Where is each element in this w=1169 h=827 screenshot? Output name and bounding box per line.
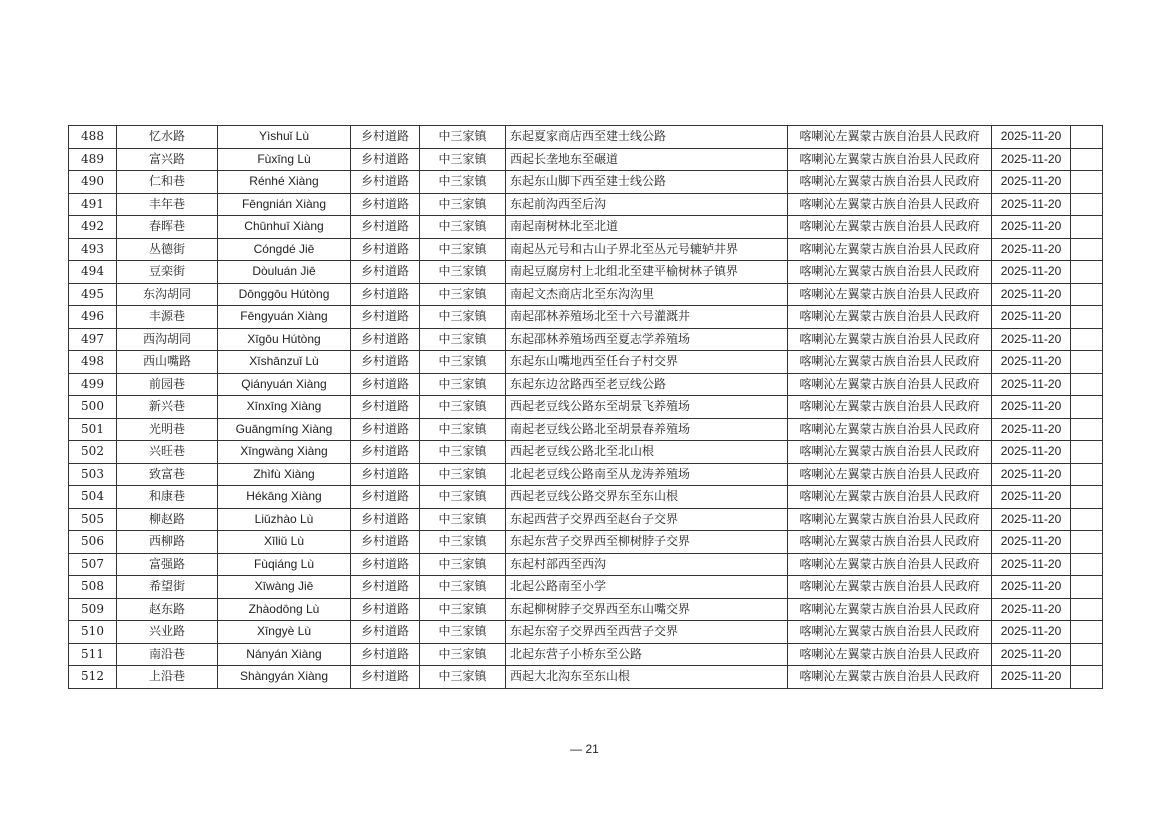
road-pinyin: Qiányuán Xiàng	[218, 373, 351, 396]
road-name: 上沿巷	[117, 666, 218, 689]
table-row	[69, 238, 1103, 261]
road-pinyin: Shàngyán Xiàng	[218, 666, 351, 689]
approving-authority: 喀喇沁左翼蒙古族自治县人民政府	[788, 598, 992, 621]
approval-date: 2025-11-20	[992, 621, 1071, 644]
approval-date: 2025-11-20	[992, 193, 1071, 216]
approval-date: 2025-11-20	[992, 441, 1071, 464]
approval-date: 2025-11-20	[992, 306, 1071, 329]
row-number: 490	[69, 171, 117, 194]
remarks-cell	[1071, 171, 1103, 194]
approval-date: 2025-11-20	[992, 396, 1071, 419]
road-pinyin: Fēngyuán Xiàng	[218, 306, 351, 329]
approving-authority: 喀喇沁左翼蒙古族自治县人民政府	[788, 486, 992, 509]
approval-date: 2025-11-20	[992, 508, 1071, 531]
row-number: 505	[69, 508, 117, 531]
approval-date: 2025-11-20	[992, 148, 1071, 171]
row-number: 508	[69, 576, 117, 599]
row-number: 511	[69, 643, 117, 666]
town-name: 中三家镇	[420, 351, 506, 374]
road-name: 富强路	[117, 553, 218, 576]
road-type: 乡村道路	[351, 666, 420, 689]
row-number: 504	[69, 486, 117, 509]
road-pinyin: Cóngdé Jiē	[218, 238, 351, 261]
road-pinyin: Xīshānzuǐ Lù	[218, 351, 351, 374]
road-name: 南沿巷	[117, 643, 218, 666]
road-type: 乡村道路	[351, 621, 420, 644]
remarks-cell	[1071, 148, 1103, 171]
approval-date: 2025-11-20	[992, 238, 1071, 261]
remarks-cell	[1071, 283, 1103, 306]
remarks-cell	[1071, 643, 1103, 666]
approval-date: 2025-11-20	[992, 126, 1071, 149]
approval-date: 2025-11-20	[992, 261, 1071, 284]
road-name: 和康巷	[117, 486, 218, 509]
approving-authority: 喀喇沁左翼蒙古族自治县人民政府	[788, 531, 992, 554]
row-number: 494	[69, 261, 117, 284]
town-name: 中三家镇	[420, 418, 506, 441]
approving-authority: 喀喇沁左翼蒙古族自治县人民政府	[788, 171, 992, 194]
road-name: 西柳路	[117, 531, 218, 554]
row-number: 512	[69, 666, 117, 689]
road-type: 乡村道路	[351, 351, 420, 374]
table-row	[69, 598, 1103, 621]
road-name: 东沟胡同	[117, 283, 218, 306]
row-number: 510	[69, 621, 117, 644]
road-pinyin: Hékāng Xiàng	[218, 486, 351, 509]
approval-date: 2025-11-20	[992, 171, 1071, 194]
road-name: 柳赵路	[117, 508, 218, 531]
road-pinyin: Xīnxīng Xiàng	[218, 396, 351, 419]
table-row	[69, 351, 1103, 374]
approval-date: 2025-11-20	[992, 643, 1071, 666]
town-name: 中三家镇	[420, 328, 506, 351]
table-row	[69, 216, 1103, 239]
road-name: 兴业路	[117, 621, 218, 644]
road-type: 乡村道路	[351, 283, 420, 306]
road-type: 乡村道路	[351, 261, 420, 284]
road-names-table	[68, 125, 1103, 689]
road-type: 乡村道路	[351, 463, 420, 486]
approving-authority: 喀喇沁左翼蒙古族自治县人民政府	[788, 283, 992, 306]
table-row	[69, 193, 1103, 216]
row-number: 496	[69, 306, 117, 329]
table-row	[69, 261, 1103, 284]
row-number: 495	[69, 283, 117, 306]
road-pinyin: Dōnggōu Hútòng	[218, 283, 351, 306]
road-name: 新兴巷	[117, 396, 218, 419]
town-name: 中三家镇	[420, 193, 506, 216]
approval-date: 2025-11-20	[992, 666, 1071, 689]
remarks-cell	[1071, 238, 1103, 261]
town-name: 中三家镇	[420, 508, 506, 531]
row-number: 489	[69, 148, 117, 171]
town-name: 中三家镇	[420, 666, 506, 689]
remarks-cell	[1071, 553, 1103, 576]
table-row	[69, 306, 1103, 329]
remarks-cell	[1071, 126, 1103, 149]
road-extent: 西起老豆线公路北至北山根	[506, 441, 788, 464]
road-extent: 东起村部西至西沟	[506, 553, 788, 576]
road-type: 乡村道路	[351, 643, 420, 666]
road-name: 光明巷	[117, 418, 218, 441]
road-type: 乡村道路	[351, 238, 420, 261]
approving-authority: 喀喇沁左翼蒙古族自治县人民政府	[788, 463, 992, 486]
town-name: 中三家镇	[420, 373, 506, 396]
road-extent: 东起柳树脖子交界西至东山嘴交界	[506, 598, 788, 621]
remarks-cell	[1071, 576, 1103, 599]
approving-authority: 喀喇沁左翼蒙古族自治县人民政府	[788, 576, 992, 599]
remarks-cell	[1071, 531, 1103, 554]
road-name: 前园巷	[117, 373, 218, 396]
remarks-cell	[1071, 261, 1103, 284]
remarks-cell	[1071, 621, 1103, 644]
remarks-cell	[1071, 441, 1103, 464]
road-extent: 南起南树林北至北道	[506, 216, 788, 239]
town-name: 中三家镇	[420, 576, 506, 599]
approving-authority: 喀喇沁左翼蒙古族自治县人民政府	[788, 193, 992, 216]
town-name: 中三家镇	[420, 148, 506, 171]
remarks-cell	[1071, 193, 1103, 216]
remarks-cell	[1071, 216, 1103, 239]
town-name: 中三家镇	[420, 126, 506, 149]
approving-authority: 喀喇沁左翼蒙古族自治县人民政府	[788, 238, 992, 261]
table-row	[69, 171, 1103, 194]
road-type: 乡村道路	[351, 126, 420, 149]
approval-date: 2025-11-20	[992, 351, 1071, 374]
road-pinyin: Fùqiáng Lù	[218, 553, 351, 576]
road-extent: 东起东营子交界西至柳树脖子交界	[506, 531, 788, 554]
road-extent: 南起丛元号和古山子界北至丛元号辘轳井界	[506, 238, 788, 261]
road-extent: 东起东山脚下西至建士线公路	[506, 171, 788, 194]
town-name: 中三家镇	[420, 531, 506, 554]
row-number: 509	[69, 598, 117, 621]
road-extent: 东起东山嘴地西至任台子村交界	[506, 351, 788, 374]
row-number: 500	[69, 396, 117, 419]
approval-date: 2025-11-20	[992, 553, 1071, 576]
table-row	[69, 508, 1103, 531]
approval-date: 2025-11-20	[992, 598, 1071, 621]
row-number: 491	[69, 193, 117, 216]
town-name: 中三家镇	[420, 283, 506, 306]
road-type: 乡村道路	[351, 148, 420, 171]
table-row	[69, 576, 1103, 599]
road-extent: 东起东边岔路西至老豆线公路	[506, 373, 788, 396]
remarks-cell	[1071, 598, 1103, 621]
road-extent: 北起公路南至小学	[506, 576, 788, 599]
approving-authority: 喀喇沁左翼蒙古族自治县人民政府	[788, 441, 992, 464]
table-row	[69, 396, 1103, 419]
town-name: 中三家镇	[420, 463, 506, 486]
road-name: 仁和巷	[117, 171, 218, 194]
road-name: 丰年巷	[117, 193, 218, 216]
road-type: 乡村道路	[351, 193, 420, 216]
road-extent: 东起邵林养殖场西至夏志学养殖场	[506, 328, 788, 351]
road-type: 乡村道路	[351, 508, 420, 531]
road-extent: 西起老豆线公路东至胡景飞养殖场	[506, 396, 788, 419]
road-name: 丰源巷	[117, 306, 218, 329]
road-type: 乡村道路	[351, 171, 420, 194]
approval-date: 2025-11-20	[992, 463, 1071, 486]
remarks-cell	[1071, 396, 1103, 419]
approving-authority: 喀喇沁左翼蒙古族自治县人民政府	[788, 126, 992, 149]
approving-authority: 喀喇沁左翼蒙古族自治县人民政府	[788, 418, 992, 441]
approval-date: 2025-11-20	[992, 531, 1071, 554]
row-number: 492	[69, 216, 117, 239]
road-extent: 南起邵林养殖场北至十六号灌溉井	[506, 306, 788, 329]
road-pinyin: Nányán Xiàng	[218, 643, 351, 666]
road-name: 赵东路	[117, 598, 218, 621]
approving-authority: 喀喇沁左翼蒙古族自治县人民政府	[788, 373, 992, 396]
road-pinyin: Dòuluán Jiē	[218, 261, 351, 284]
road-pinyin: Chūnhuī Xiàng	[218, 216, 351, 239]
remarks-cell	[1071, 486, 1103, 509]
road-type: 乡村道路	[351, 306, 420, 329]
road-pinyin: Yìshuǐ Lù	[218, 126, 351, 149]
table-row	[69, 666, 1103, 689]
row-number: 497	[69, 328, 117, 351]
road-pinyin: Rénhé Xiàng	[218, 171, 351, 194]
road-extent: 南起老豆线公路北至胡景春养殖场	[506, 418, 788, 441]
approval-date: 2025-11-20	[992, 373, 1071, 396]
town-name: 中三家镇	[420, 171, 506, 194]
town-name: 中三家镇	[420, 598, 506, 621]
road-type: 乡村道路	[351, 441, 420, 464]
table-row	[69, 126, 1103, 149]
approving-authority: 喀喇沁左翼蒙古族自治县人民政府	[788, 148, 992, 171]
road-name: 丛德街	[117, 238, 218, 261]
road-type: 乡村道路	[351, 418, 420, 441]
approving-authority: 喀喇沁左翼蒙古族自治县人民政府	[788, 351, 992, 374]
approval-date: 2025-11-20	[992, 283, 1071, 306]
town-name: 中三家镇	[420, 486, 506, 509]
approving-authority: 喀喇沁左翼蒙古族自治县人民政府	[788, 261, 992, 284]
road-pinyin: Xīgōu Hútòng	[218, 328, 351, 351]
road-extent: 西起老豆线公路交界东至东山根	[506, 486, 788, 509]
road-extent: 东起前沟西至后沟	[506, 193, 788, 216]
approving-authority: 喀喇沁左翼蒙古族自治县人民政府	[788, 328, 992, 351]
table-row	[69, 373, 1103, 396]
table-body	[69, 126, 1103, 689]
road-pinyin: Fēngnián Xiàng	[218, 193, 351, 216]
road-name: 西山嘴路	[117, 351, 218, 374]
approving-authority: 喀喇沁左翼蒙古族自治县人民政府	[788, 553, 992, 576]
road-name: 希望街	[117, 576, 218, 599]
road-pinyin: Zhìfù Xiàng	[218, 463, 351, 486]
road-extent: 北起老豆线公路南至从龙涛养殖场	[506, 463, 788, 486]
table-row	[69, 531, 1103, 554]
row-number: 488	[69, 126, 117, 149]
approving-authority: 喀喇沁左翼蒙古族自治县人民政府	[788, 306, 992, 329]
road-type: 乡村道路	[351, 531, 420, 554]
approving-authority: 喀喇沁左翼蒙古族自治县人民政府	[788, 621, 992, 644]
road-type: 乡村道路	[351, 576, 420, 599]
table-row	[69, 486, 1103, 509]
town-name: 中三家镇	[420, 261, 506, 284]
table-row	[69, 328, 1103, 351]
table-row	[69, 283, 1103, 306]
road-name: 致富巷	[117, 463, 218, 486]
remarks-cell	[1071, 351, 1103, 374]
road-extent: 南起文杰商店北至东沟沟里	[506, 283, 788, 306]
road-name: 忆水路	[117, 126, 218, 149]
road-extent: 西起大北沟东至东山根	[506, 666, 788, 689]
row-number: 506	[69, 531, 117, 554]
table-row	[69, 441, 1103, 464]
approving-authority: 喀喇沁左翼蒙古族自治县人民政府	[788, 666, 992, 689]
remarks-cell	[1071, 463, 1103, 486]
road-pinyin: Xīngyè Lù	[218, 621, 351, 644]
table-row	[69, 463, 1103, 486]
table-row	[69, 418, 1103, 441]
road-pinyin: Xīngwàng Xiàng	[218, 441, 351, 464]
approving-authority: 喀喇沁左翼蒙古族自治县人民政府	[788, 508, 992, 531]
remarks-cell	[1071, 306, 1103, 329]
approval-date: 2025-11-20	[992, 418, 1071, 441]
road-extent: 东起东窑子交界西至西营子交界	[506, 621, 788, 644]
remarks-cell	[1071, 373, 1103, 396]
town-name: 中三家镇	[420, 306, 506, 329]
row-number: 493	[69, 238, 117, 261]
remarks-cell	[1071, 328, 1103, 351]
town-name: 中三家镇	[420, 216, 506, 239]
road-name: 兴旺巷	[117, 441, 218, 464]
approval-date: 2025-11-20	[992, 216, 1071, 239]
road-type: 乡村道路	[351, 598, 420, 621]
road-pinyin: Xīwàng Jiē	[218, 576, 351, 599]
approving-authority: 喀喇沁左翼蒙古族自治县人民政府	[788, 396, 992, 419]
approval-date: 2025-11-20	[992, 576, 1071, 599]
road-name: 春晖巷	[117, 216, 218, 239]
road-pinyin: Liǔzhào Lù	[218, 508, 351, 531]
town-name: 中三家镇	[420, 621, 506, 644]
road-type: 乡村道路	[351, 553, 420, 576]
page-number: — 21	[570, 742, 599, 756]
approving-authority: 喀喇沁左翼蒙古族自治县人民政府	[788, 643, 992, 666]
road-pinyin: Xīliǔ Lù	[218, 531, 351, 554]
town-name: 中三家镇	[420, 396, 506, 419]
road-type: 乡村道路	[351, 328, 420, 351]
approval-date: 2025-11-20	[992, 486, 1071, 509]
road-type: 乡村道路	[351, 486, 420, 509]
row-number: 507	[69, 553, 117, 576]
table-row	[69, 553, 1103, 576]
row-number: 499	[69, 373, 117, 396]
approval-date: 2025-11-20	[992, 328, 1071, 351]
road-extent: 南起豆腐房村上北组北至建平榆树林子镇界	[506, 261, 788, 284]
road-name: 富兴路	[117, 148, 218, 171]
row-number: 502	[69, 441, 117, 464]
road-type: 乡村道路	[351, 373, 420, 396]
town-name: 中三家镇	[420, 238, 506, 261]
road-extent: 北起东营子小桥东至公路	[506, 643, 788, 666]
road-extent: 东起西营子交界西至赵台子交界	[506, 508, 788, 531]
table-row	[69, 643, 1103, 666]
table-row	[69, 621, 1103, 644]
town-name: 中三家镇	[420, 553, 506, 576]
road-extent: 西起长垄地东至碾道	[506, 148, 788, 171]
road-type: 乡村道路	[351, 396, 420, 419]
approving-authority: 喀喇沁左翼蒙古族自治县人民政府	[788, 216, 992, 239]
road-extent: 东起夏家商店西至建士线公路	[506, 126, 788, 149]
road-pinyin: Guāngmíng Xiàng	[218, 418, 351, 441]
row-number: 503	[69, 463, 117, 486]
table-row	[69, 148, 1103, 171]
road-name: 西沟胡同	[117, 328, 218, 351]
remarks-cell	[1071, 666, 1103, 689]
remarks-cell	[1071, 508, 1103, 531]
road-pinyin: Zhàodōng Lù	[218, 598, 351, 621]
row-number: 498	[69, 351, 117, 374]
row-number: 501	[69, 418, 117, 441]
road-pinyin: Fùxīng Lù	[218, 148, 351, 171]
road-type: 乡村道路	[351, 216, 420, 239]
remarks-cell	[1071, 418, 1103, 441]
town-name: 中三家镇	[420, 441, 506, 464]
town-name: 中三家镇	[420, 643, 506, 666]
road-name: 豆栾街	[117, 261, 218, 284]
